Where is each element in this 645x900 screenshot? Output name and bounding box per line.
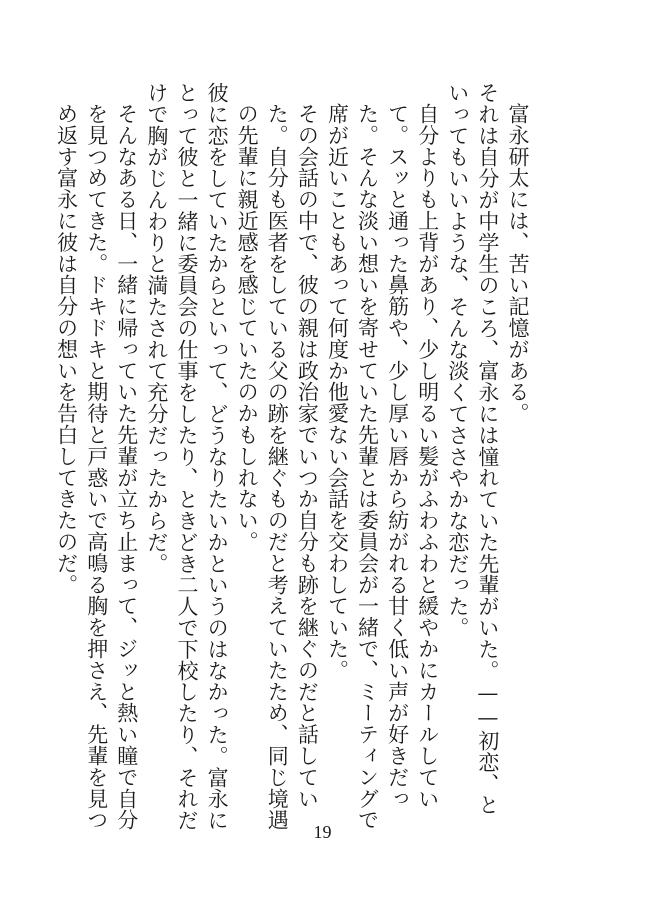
page-number: 19: [313, 822, 332, 842]
body-text: [52, 82, 534, 832]
paragraph: 彼に恋をしていたからといって、どうなりたいかというのはなかった。富永にとって彼と一緒に委員会の仕事をしたり、ときどき二人で下校したり、それだけで胸がじんわりと満たされて充分だったからだ。: [144, 82, 230, 831]
paragraph: そんなある日、一緒に帰っていた先輩が立ち止まって、ジッと熱い瞳で自分を見つめてきた。ドキドキと期待と戸惑いで高鳴る胸を押さえ、先輩を見つめ返す富永に彼は自分の想いを告白してきたのだ。: [54, 103, 139, 831]
paragraph: 富永研太には、苦い記憶がある。: [506, 103, 530, 424]
paragraph: それは自分が中学生のころ、富永には憧れていた先輩がいた。——初恋、といってもいいような、そんな淡くてささやかな恋だった。: [445, 82, 500, 816]
paragraph: その会話の中で、彼の親は政治家でいつか自分も跡を継ぐのだと話していた。自分も医者をしている父の跡を継ぐものだと考えていたため、同じ境遇の先輩に親近感を感じていたのかもしれない。: [235, 103, 320, 831]
paragraph: 自分よりも上背があり、少し明るい髪がふわふわと緩やかにカールしていて。スッと通った鼻筋や、少し厚い唇から紡がれる甘く低い声が好きだった。そんな淡い想いを寄せていた先輩とは委員会が一緒で、ミーティングで席が近いこともあって何度か他愛ない会話を交わしていた。: [325, 103, 440, 831]
